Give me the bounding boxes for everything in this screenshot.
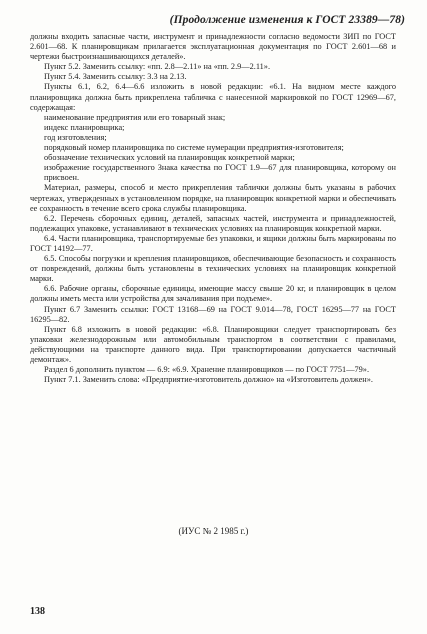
paragraph: Пункты 6.1, 6.2, 6.4—6.6 изложить в новой редакции: «6.1. На видном месте каждого планировщика должна быть прикреплена табличка с нанесенной маркировкой по ГОСТ 12969—67, содержащая:	[30, 82, 396, 112]
iuc-reference: (ИУС № 2 1985 г.)	[178, 526, 249, 536]
paragraph: 6.6. Рабочие органы, сборочные единицы, имеющие массу свыше 20 кг, и планировщик в целом должны иметь места или устройства для зачаливания при подъеме».	[30, 284, 396, 304]
paragraph: 6.5. Способы погрузки и крепления планировщиков, обеспечивающие безопасность и сохранность от повреждений, должны быть установлены в технических условиях на планировщик конкретной марки.	[30, 254, 396, 284]
paragraph: 6.2. Перечень сборочных единиц, деталей, запасных частей, инструмента и принадлежностей, подлежащих упаковке, устанавливают в технических условиях на планировщик конкретной марки.	[30, 213, 396, 233]
paragraph: Пункт 5.4. Заменить ссылку: 3.3 на 2.13.	[44, 72, 187, 82]
paragraph: индекс планировщика;	[44, 122, 125, 132]
paragraph: Пункт 6.7 Заменить ссылки: ГОСТ 13168—69 на ГОСТ 9.014—78, ГОСТ 16295—77 на ГОСТ 16295—82.	[30, 304, 396, 324]
paragraph: должны входить запасные части, инструмент и принадлежности согласно ведомости ЗИП по ГОСТ 2.601—68. К планировщикам прилагается эксплуатационная документация по ГОСТ 2.601—68 и чертежи быстроизнашивающихся деталей».	[30, 32, 396, 62]
paragraph: год изготовления;	[44, 132, 107, 142]
document-header: (Продолжение изменения к ГОСТ 23389—78)	[169, 14, 405, 26]
paragraph: наименование предприятия или его товарный знак;	[44, 112, 226, 122]
paragraph: порядковый номер планировщика по системе нумерации предприятия-изготовителя;	[44, 143, 344, 153]
paragraph: Материал, размеры, способ и место прикрепления таблички должны быть указаны в рабочих чертежах, утвержденных в установленном порядке, на планировщик конкретной марки и обеспечивать ее сохранность в течение всего срока службы планировщика.	[30, 183, 396, 213]
paragraph: Пункт 7.1. Заменить слова: «Предприятие-изготовитель должно» на «Изготовитель должен».	[44, 375, 373, 385]
paragraph: Пункт 5.2. Заменить ссылку: «пп. 2.8—2.11» на «пп. 2.9—2.11».	[44, 62, 271, 72]
paragraph: Пункт 6.8 изложить в новой редакции: «6.8. Планировщики следует транспортировать без упаковки железнодорожным или автомобильным транспортом в соответствии с правилами, действующими на транспорте данного вида. При транспортировании допускается частичный демонтаж».	[30, 324, 396, 364]
paragraph: Раздел 6 дополнить пунктом — 6.9: «6.9. Хранение планировщиков — по ГОСТ 7751—79».	[44, 365, 370, 375]
paragraph: изображение государственного Знака качества по ГОСТ 1.9—67 для планировщика, которому он присвоен.	[44, 163, 396, 183]
paragraph: обозначение технических условий на планировщик конкретной марки;	[44, 153, 295, 163]
page-number: 138	[30, 606, 45, 617]
document-body	[30, 32, 396, 385]
paragraph: 6.4. Части планировщика, транспортируемые без упаковки, и ящики должны быть маркированы по ГОСТ 14192—77.	[30, 233, 396, 253]
